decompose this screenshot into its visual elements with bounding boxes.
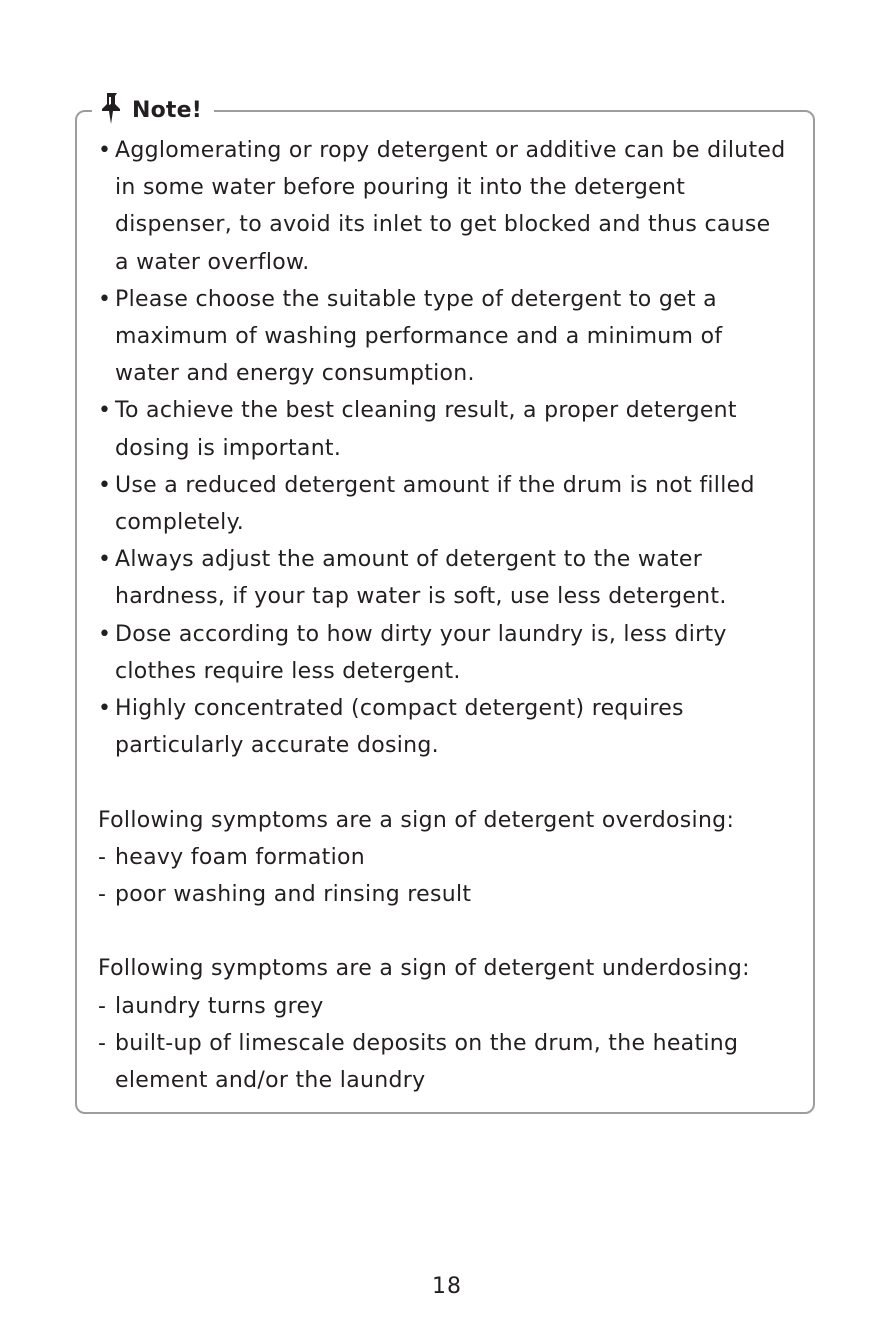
dash-mark: -	[98, 993, 107, 1019]
dash-mark: -	[98, 882, 107, 908]
bullet-item	[98, 132, 788, 281]
symptom-text: poor washing and rinsing result	[115, 882, 472, 908]
bullet-item	[98, 281, 788, 393]
bullet-item	[98, 616, 788, 690]
bullet-text: Highly concentrated (compact detergent) requires particularly accurate dosing.	[115, 696, 684, 759]
bullet-text: Always adjust the amount of detergent to the water hardness, if your tap water is soft, use less detergent.	[115, 547, 727, 610]
bullet-text: Please choose the suitable type of detergent to get a maximum of washing performance and a minimum of water and energy consumption.	[115, 286, 723, 387]
bullet-dot: •	[98, 138, 112, 163]
note-title: Note!	[132, 97, 202, 123]
bullet-dot: •	[98, 696, 112, 722]
overdosing-heading: Following symptoms are a sign of detergent overdosing:	[98, 807, 735, 833]
bullet-dot: •	[98, 286, 112, 312]
overdosing-item	[98, 839, 788, 876]
bullet-dot: •	[98, 621, 112, 647]
bullet-text: Use a reduced detergent amount if the drum is not filled completely.	[115, 472, 755, 536]
spacer	[98, 764, 788, 801]
bullet-item	[98, 392, 788, 466]
symptom-text: built-up of limescale deposits on the drum, the heating element and/or the laundry	[115, 1030, 739, 1094]
bullet-text: Agglomerating or ropy detergent or additive can be diluted in some water before pouring it into the detergent dispenser, to avoid its inlet to get blocked and thus cause a water overflow.	[115, 138, 786, 275]
page-number: 18	[432, 1274, 462, 1299]
dash-mark: -	[98, 844, 107, 870]
symptom-text: heavy foam formation	[115, 844, 366, 870]
bullet-dot: •	[98, 398, 112, 424]
dash-mark: -	[98, 1030, 107, 1056]
underdosing-heading: Following symptoms are a sign of detergent underdosing:	[98, 956, 750, 982]
note-content	[98, 132, 788, 1099]
overdosing-item	[98, 876, 788, 913]
bullet-text: Dose according to how dirty your laundry is, less dirty clothes require less detergent.	[115, 621, 727, 684]
bullet-dot: •	[98, 547, 112, 573]
spacer	[98, 913, 788, 950]
symptom-text: laundry turns grey	[115, 993, 324, 1019]
underdosing-item	[98, 1025, 788, 1099]
bullet-item	[98, 541, 788, 615]
bullet-dot: •	[98, 472, 112, 498]
bullet-text: To achieve the best cleaning result, a proper detergent dosing is important.	[115, 398, 737, 461]
bullet-item	[98, 467, 788, 541]
note-header	[92, 88, 214, 128]
pushpin-icon	[98, 91, 124, 125]
underdosing-item	[98, 988, 788, 1025]
bullet-item	[98, 690, 788, 764]
